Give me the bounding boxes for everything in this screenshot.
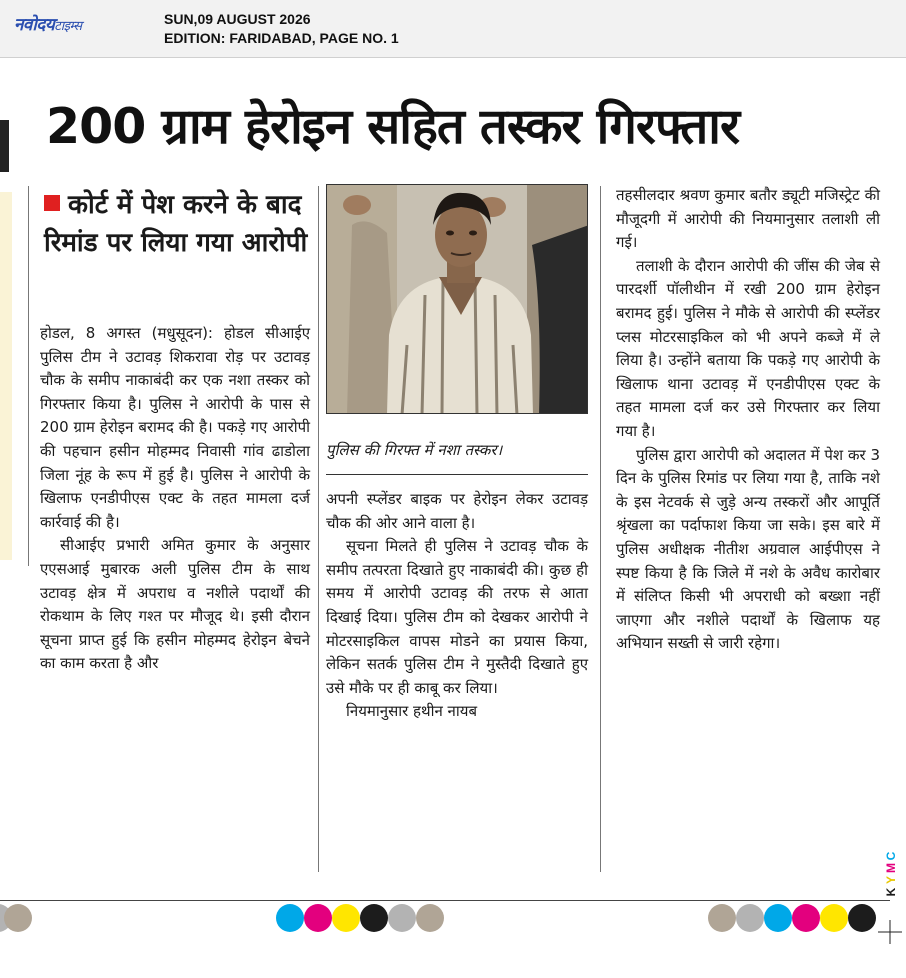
logo-sub-text: टाइम्स: [54, 19, 82, 34]
paragraph: तहसीलदार श्रवण कुमार बतौर ड्यूटी मजिस्ट्रेट की मौजूदगी में आरोपी की नियमानुसार तलाशी ली गई।: [616, 186, 880, 252]
page-header: [0, 0, 906, 58]
cyan-dot: [764, 904, 792, 932]
black-dot: [848, 904, 876, 932]
paragraph: अपनी स्प्लेंडर बाइक पर हेरोइन लेकर उटावड़ चौक की ओर आने वाला है।: [326, 490, 588, 532]
cmyk-c: C: [884, 851, 898, 861]
tan-dot: [708, 904, 736, 932]
black-dot: [360, 904, 388, 932]
arrest-photo: [326, 184, 588, 414]
color-bar-center: [276, 904, 446, 934]
color-bar-right: [708, 904, 880, 934]
red-square-bullet-icon: [44, 195, 60, 211]
paragraph: सूचना मिलते ही पुलिस ने उटावड़ चौक के समीप तत्परता दिखाते हुए नाकाबंदी की। कुछ ही समय में आरोपी उटावड़ की तरफ से आता दिखाई दिया। पुलिस टीम को देखकर आरोपी ने मोटरसाइकिल वापस मोडने का प्रयास किया, लेकिन सतर्क पुलिस टीम ने मुस्तैदी दिखाते हुए उसे मौके पर ही काबू कर लिया।: [326, 537, 588, 697]
column-divider: [600, 186, 601, 872]
newspaper-logo[interactable]: [14, 12, 82, 35]
photo-caption: पुलिस की गिरफ्त में नशा तस्कर।: [326, 441, 503, 459]
yellow-dot: [332, 904, 360, 932]
cmyk-k: K: [884, 887, 898, 897]
registration-mark-icon: [878, 920, 902, 944]
edition-info: [164, 10, 399, 48]
caption-rule: [326, 474, 588, 475]
magenta-dot: [792, 904, 820, 932]
paragraph: नियमानुसार हथीन नायब: [346, 702, 478, 721]
gray-dot: [388, 904, 416, 932]
tan-dot: [4, 904, 32, 932]
edition-line: EDITION: FARIDABAD, PAGE NO. 1: [164, 30, 399, 46]
cmyk-m: M: [884, 863, 898, 873]
column-divider: [28, 186, 29, 566]
paragraph: पुलिस द्वारा आरोपी को अदालत में पेश कर 3 दिन के पुलिस रिमांड पर लिया गया है, ताकि नशे के इस नेटवर्क से जुड़े अन्य तस्करों और आपूर्ति श्रृंखला का पर्दाफाश किया जा सके। इस बारे में पुलिस अधीक्षक नीतीश अग्रवाल आईपीएस ने स्पष्ट किया है कि जिले में नशे के अवैध कारोबार में संलिप्त किसी भी अपराधी को बख्शा नहीं जाएगा और नशीले पदार्थों के खिलाफ यह अभियान सख्ती से जारी रहेगा।: [616, 445, 880, 653]
article-column-2: [326, 488, 588, 724]
logo-main-text: नवोदय: [14, 15, 55, 35]
magenta-dot: [304, 904, 332, 932]
paragraph: सीआईए प्रभारी अमित कुमार के अनुसार एएसआई मुबारक अली पुलिस टीम के साथ उटावड़ क्षेत्र में अपराध व नशीले पदार्थों की रोकथाम के लिए गश्त पर मौजूद थे। इसी दौरान सूचना प्राप्त हुई कि हसीन मोहम्मद हेरोइन बेचने का काम करता है और: [40, 536, 310, 673]
article-headline: 200 ग्राम हेरोइन सहित तस्कर गिरफ्तार: [46, 98, 740, 155]
color-bar-left: [0, 904, 40, 934]
tan-dot: [416, 904, 444, 932]
cmyk-label: [884, 850, 898, 898]
subheadline-text: कोर्ट में पेश करने के बाद रिमांड पर लिया गया आरोपी: [44, 190, 308, 258]
column-divider: [318, 186, 319, 872]
date-line: SUN,09 AUGUST 2026: [164, 11, 311, 27]
gray-dot: [736, 904, 764, 932]
neighbor-article-headline-fragment: [0, 120, 9, 172]
cmyk-y: Y: [884, 876, 898, 885]
neighbor-article-boxed-fragment: [0, 192, 12, 560]
article-column-1: [40, 322, 310, 676]
paragraph: तलाशी के दौरान आरोपी की जींस की जेब से पारदर्शी पॉलीथीन में रखी 200 ग्राम हेरोइन बरामद हुई। पुलिस ने मौके से आरोपी की स्प्लेंडर प्लस मोटरसाइकिल को भी अपने कब्जे में ले लिया है। उन्होंने बताया कि पकड़े गए आरोपी के खिलाफ थाना उटावड़ में एनडीपीएस एक्ट के तहत मामला दर्ज कर उसे गिरफ्तार कर लिया गया है।: [616, 256, 880, 440]
cyan-dot: [276, 904, 304, 932]
article-subheadline: [44, 186, 314, 262]
paragraph: होडल, 8 अगस्त (मधुसूदन): होडल सीआईए पुलिस टीम ने उटावड़ शिकरावा रोड़ पर उटावड़ चौक के समीप नाकाबंदी कर एक नशा तस्कर को गिरफ्तार किया है। पुलिस ने आरोपी के पास से 200 ग्राम हेरोइन बरामद की है। पकड़े गए आरोपी की पहचान हसीन मोहम्मद निवासी गांव ढाडोला जिला नूंह के रूप में हुई है। पुलिस ने आरोपी के खिलाफ एनडीपीएस एक्ट के तहत मामला दर्ज कार्रवाई की है।: [40, 324, 310, 531]
bottom-rule: [0, 900, 890, 901]
article-column-3: [616, 184, 880, 656]
accused-photo-image: [327, 185, 588, 414]
yellow-dot: [820, 904, 848, 932]
